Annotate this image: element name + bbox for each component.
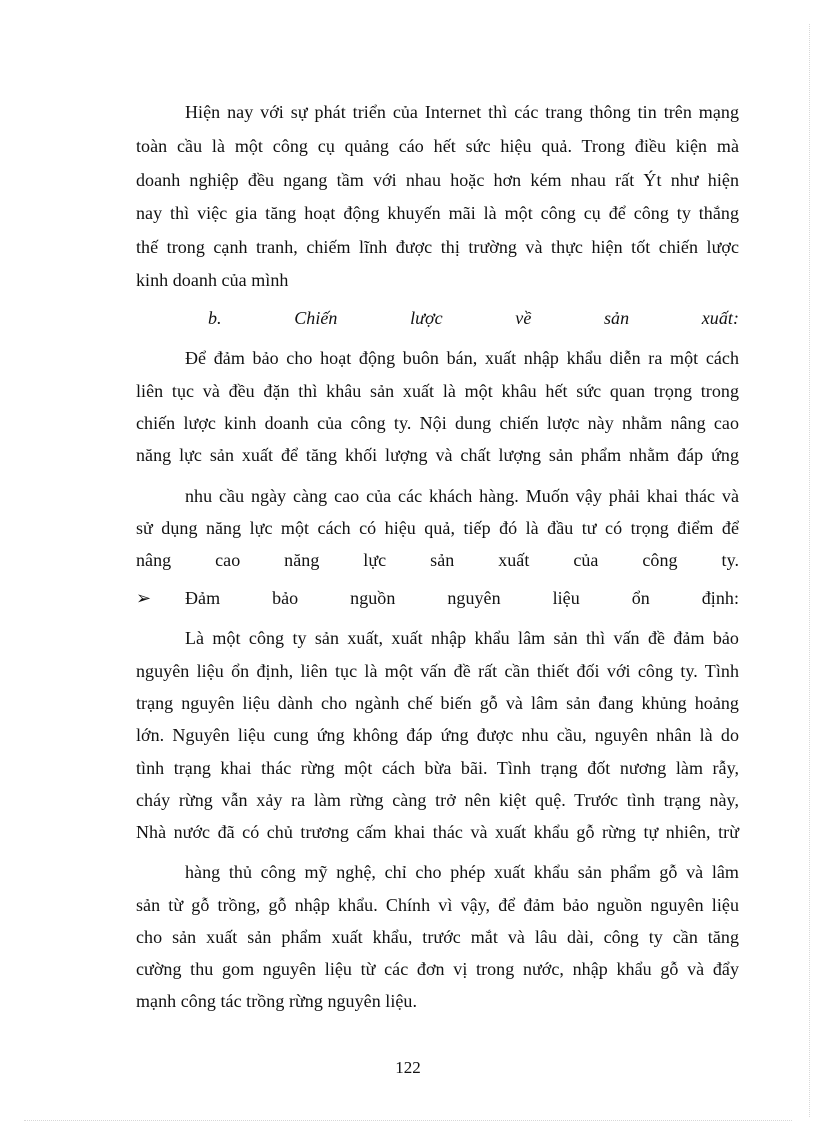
paragraph-line: lớn. Nguyên liệu cung ứng không đáp ứng được nhu cầu, nguyên nhân là do xyxy=(136,725,739,745)
paragraph-line: trạng nguyên liệu dành cho ngành chế biến gỗ và lâm sản đang khủng hoảng xyxy=(136,693,739,713)
paragraph-line: cường thu gom nguyên liệu từ các đơn vị trong nước, nhập khẩu gỗ và đẩy xyxy=(136,959,739,979)
paragraph-line: Nhà nước đã có chủ trương cấm khai thác và xuất khẩu gỗ rừng tự nhiên, trừ xyxy=(136,822,739,842)
bullet-arrow-icon: ➢ xyxy=(136,588,152,608)
paragraph-line: tình trạng khai thác rừng một cách bừa bãi. Tình trạng đốt nương làm rẫy, xyxy=(136,758,739,778)
paragraph-line: cháy rừng vẫn xảy ra làm rừng càng trở nên kiệt quệ. Trước tình trạng này, xyxy=(136,790,739,810)
paragraph-line: hàng thủ công mỹ nghệ, chỉ cho phép xuất khẩu sản phẩm gỗ và lâm xyxy=(185,862,739,882)
section-heading: b. Chiến lược về sản xuất: xyxy=(208,308,739,328)
page-border-right xyxy=(809,24,810,1117)
page-number: 122 xyxy=(395,1058,421,1077)
paragraph-line: nhu cầu ngày càng cao của các khách hàng. Muốn vậy phải khai thác và xyxy=(185,486,739,506)
page-border-bottom xyxy=(24,1120,792,1121)
paragraph-line: kinh doanh của mình xyxy=(136,270,289,290)
paragraph-line: nguyên liệu ổn định, liên tục là một vấn đề rất cần thiết đối với công ty. Tình xyxy=(136,661,739,681)
paragraph-line: doanh nghiệp đều ngang tầm với nhau hoặc hơn kém nhau rất Ýt như hiện xyxy=(136,170,739,190)
paragraph-line: nay thì việc gia tăng hoạt động khuyến mãi là một công cụ để công ty thắng xyxy=(136,203,739,223)
paragraph-line: mạnh công tác trồng rừng nguyên liệu. xyxy=(136,991,418,1011)
bullet-heading: Đảm bảo nguồn nguyên liệu ổn định: xyxy=(185,588,739,608)
paragraph-line: liên tục và đều đặn thì khâu sản xuất là một khâu hết sức quan trọng trong xyxy=(136,381,739,401)
paragraph-line: sản từ gỗ trồng, gỗ nhập khẩu. Chính vì vậy, để đảm bảo nguồn nguyên liệu xyxy=(136,895,739,915)
paragraph-line: toàn cầu là một công cụ quảng cáo hết sức hiệu quả. Trong điều kiện mà xyxy=(136,136,739,156)
paragraph-line: năng lực sản xuất để tăng khối lượng và chất lượng sản phẩm nhằm đáp ứng xyxy=(136,445,739,465)
paragraph-line: chiến lược kinh doanh của công ty. Nội dung chiến lược này nhằm nâng cao xyxy=(136,413,739,433)
paragraph-line: Hiện nay với sự phát triển của Internet thì các trang thông tin trên mạng xyxy=(185,102,739,122)
paragraph-line: thế trong cạnh tranh, chiếm lĩnh được thị trường và thực hiện tốt chiến lược xyxy=(136,237,739,257)
paragraph-line: nâng cao năng lực sản xuất của công ty. xyxy=(136,550,739,570)
paragraph-line: Là một công ty sản xuất, xuất nhập khẩu lâm sản thì vấn đề đảm bảo xyxy=(185,628,739,648)
paragraph-line: sử dụng năng lực một cách có hiệu quả, tiếp đó là đầu tư có trọng điểm để xyxy=(136,518,739,538)
paragraph-line: Để đảm bảo cho hoạt động buôn bán, xuất nhập khẩu diễn ra một cách xyxy=(185,348,739,368)
paragraph-line: cho sản xuất sản phẩm xuất khẩu, trước mắt và lâu dài, công ty cần tăng xyxy=(136,927,739,947)
